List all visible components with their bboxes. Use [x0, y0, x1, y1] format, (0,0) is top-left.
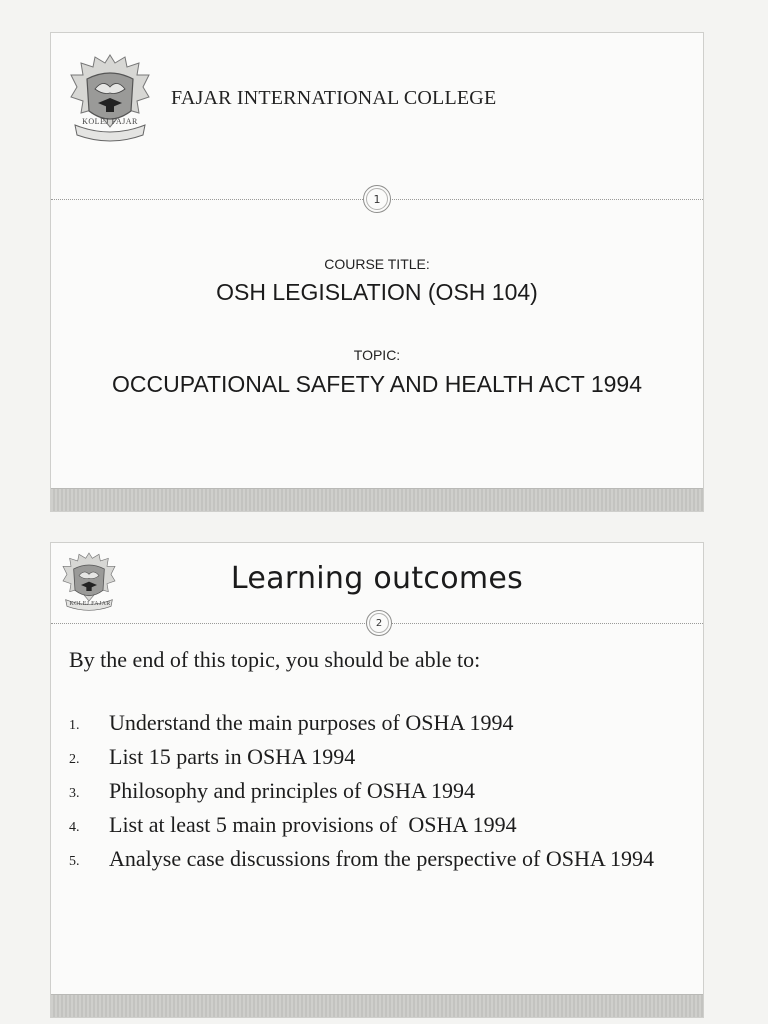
list-item	[69, 843, 687, 877]
list-item	[69, 741, 687, 775]
list-item-number: 5.	[69, 854, 80, 869]
list-item	[69, 809, 687, 843]
course-title-label: COURSE TITLE:	[324, 256, 430, 272]
logo-text: KOLEJ FAJAR	[82, 117, 138, 126]
slide-number-badge	[366, 610, 392, 636]
college-crest-logo	[65, 49, 155, 145]
footer-band	[51, 488, 703, 511]
learning-outcomes-list	[69, 707, 687, 877]
slide-1	[50, 32, 704, 512]
list-item-number: 3.	[69, 786, 80, 801]
slide-2	[50, 542, 704, 1018]
list-item-number: 2.	[69, 752, 80, 767]
list-item-number: 4.	[69, 820, 80, 835]
college-name: FAJAR INTERNATIONAL COLLEGE	[171, 87, 497, 109]
list-item-text: Philosophy and principles of OSHA 1994	[109, 778, 476, 803]
list-item	[69, 707, 687, 741]
topic-label: TOPIC:	[353, 347, 401, 363]
slide-number: 1	[373, 192, 381, 206]
topic-title: OCCUPATIONAL SAFETY AND HEALTH ACT 1994	[111, 371, 642, 397]
list-item-text: Analyse case discussions from the perspective of OSHA 1994	[109, 846, 655, 871]
logo-text: KOLEJ FAJAR	[69, 601, 111, 607]
intro-text: By the end of this topic, you should be able to:	[69, 647, 481, 672]
slide-number-badge	[363, 185, 391, 213]
list-item	[69, 775, 687, 809]
list-item-text: List at least 5 main provisions of OSHA 1994	[109, 812, 517, 837]
list-item-text: Understand the main purposes of OSHA 1994	[109, 710, 514, 735]
footer-band	[51, 994, 703, 1017]
list-item-number: 1.	[69, 718, 80, 733]
slide-number: 2	[375, 617, 383, 629]
course-title: OSH LEGISLATION (OSH 104)	[216, 279, 538, 305]
slide-title: Learning outcomes	[230, 561, 524, 596]
list-item-text: List 15 parts in OSHA 1994	[109, 744, 356, 769]
